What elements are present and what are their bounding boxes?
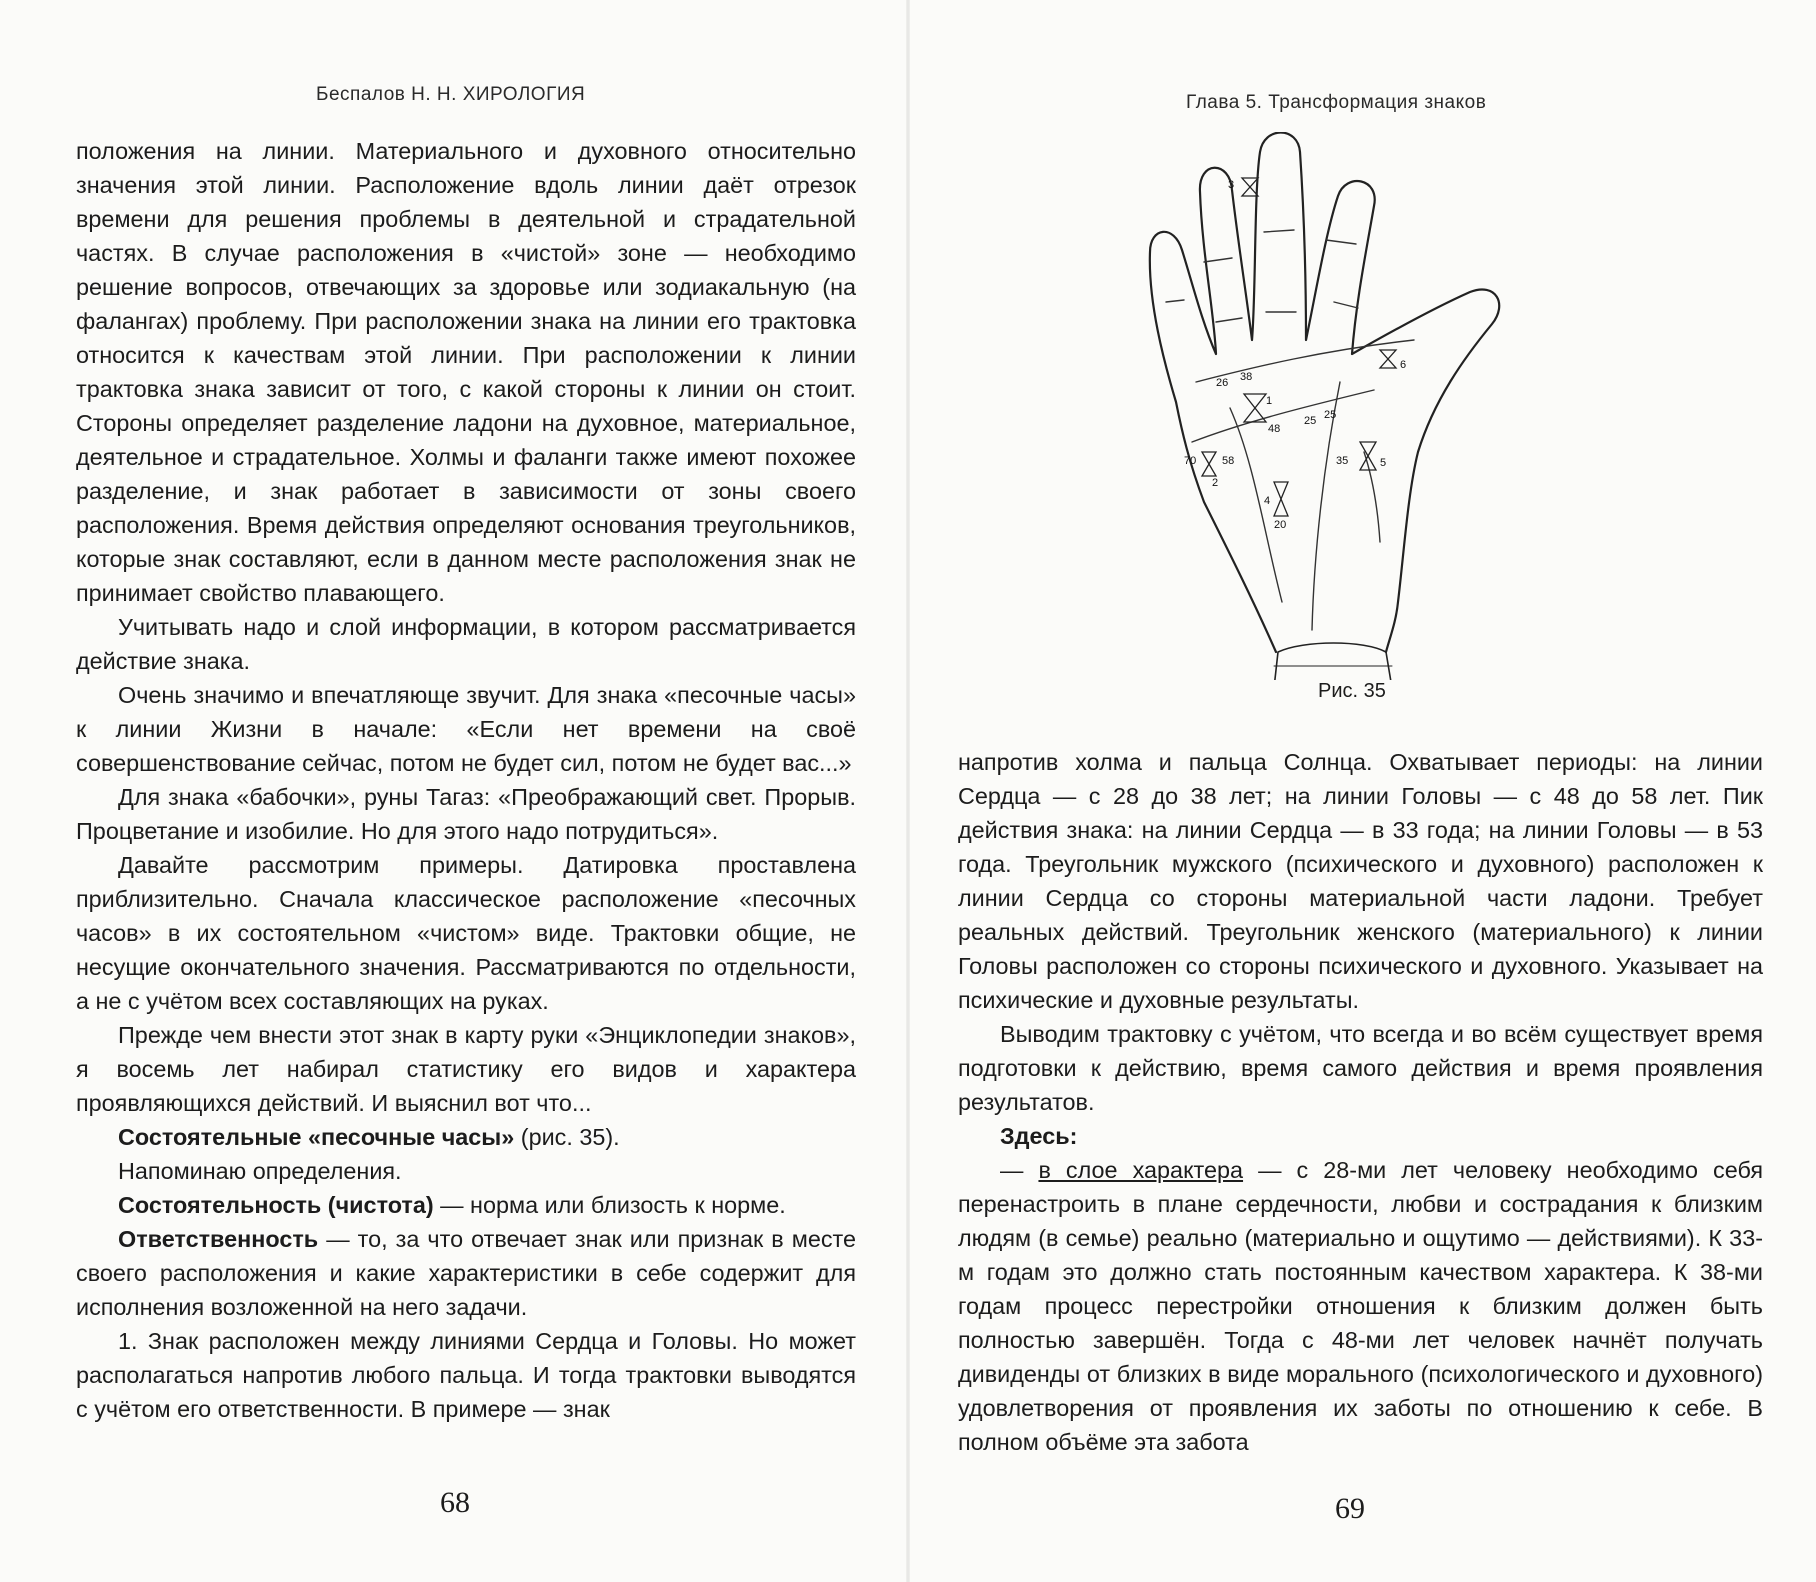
paragraph-text: — то, за что отвечает знак или признак в месте своего расположения и какие характеристики в себе содержит для исполнения возложенной на него задачи. bbox=[76, 1226, 856, 1320]
right-page-body bbox=[958, 745, 1763, 1459]
paragraph bbox=[76, 1120, 856, 1154]
paragraph: Прежде чем внести этот знак в карту руки «Энциклопедии знаков», я восемь лет набирал статистику его видов и характера проявляющихся действий. И выяснил вот что... bbox=[76, 1022, 856, 1116]
finger-crease bbox=[1216, 302, 1358, 322]
paragraph-text: (рис. 35). bbox=[514, 1124, 620, 1150]
paragraph: напротив холма и пальца Солнца. Охватывает периоды: на линии Сердца — с 28 до 38 лет; на линии Головы — с 48 до 58 лет. Пик действия знака: на линии Сердца — в 33 года; на линии Головы — в 53 года. Треугольник мужского (психического и духовного) расположен к линии Сердца со стороны материальной части ладони. Требует реальных действий. Треугольник женского (материального) к линии Головы расположен со стороны психического и духовного. Указывает на психические и духовные результаты. bbox=[958, 749, 1763, 1013]
figure-label: 48 bbox=[1268, 423, 1281, 435]
running-head-right: Глава 5. Трансформация знаков bbox=[1186, 92, 1487, 113]
heart-line bbox=[1196, 340, 1414, 382]
bold-term: Состоятельность (чистота) bbox=[118, 1192, 434, 1218]
wrist-band bbox=[1274, 643, 1392, 680]
hourglass-sign bbox=[1274, 482, 1288, 516]
paragraph: Учитывать надо и слой информации, в котором рассматривается действие знака. bbox=[76, 614, 856, 674]
figure-label: 25 bbox=[1304, 415, 1317, 427]
hourglass-sign bbox=[1244, 394, 1266, 422]
figure-label: 6 bbox=[1400, 359, 1407, 371]
paragraph: положения на линии. Материального и духовного относительно значения этой линии. Расположение вдоль линии даёт отрезок времени для решения проблемы в деятельной и страдательной частях. В случае расположения в «чистой» зоне — необходимо решение вопросов, отвечающих за здоровье или зодиакальную (на фалангах) проблему. При расположении знака на линии его трактовка относится к качествам этой линии. При расположении к линии трактовка знака зависит от того, с какой стороны к линии он стоит. Стороны определяет разделение ладони на духовное, материальное, деятельное и страдательное. Холмы и фаланги также имеют похожее разделение, и знак работает в зависимости от зоны своего расположения. Время действия определяют основания треугольников, которые знак составляют, если в данном месте расположения знак не принимает свойство плавающего. bbox=[76, 138, 856, 606]
paragraph: Для знака «бабочки», руны Тагаз: «Преображающий свет. Прорыв. Процветание и изобилие. Но для этого надо потрудиться». bbox=[76, 784, 856, 844]
running-head-left: Беспалов Н. Н. ХИРОЛОГИЯ bbox=[316, 84, 586, 105]
page-number-left: 68 bbox=[440, 1486, 470, 1519]
bold-term: Состоятельные «песочные часы» bbox=[118, 1124, 515, 1150]
head-line bbox=[1192, 390, 1374, 442]
figure-label: 26 bbox=[1216, 377, 1229, 389]
underlined-term: в слое характера bbox=[1038, 1157, 1244, 1183]
paragraph bbox=[958, 1153, 1763, 1459]
right-page bbox=[908, 0, 1816, 1582]
page-number-right: 69 bbox=[1335, 1492, 1365, 1525]
figure-label: 3 bbox=[1228, 179, 1235, 191]
hourglass-sign bbox=[1202, 452, 1216, 476]
left-page-body bbox=[76, 134, 856, 1426]
figure-label: 70 bbox=[1184, 455, 1197, 467]
figure-label: 58 bbox=[1222, 455, 1235, 467]
palm-figure bbox=[1134, 132, 1534, 680]
dash: — bbox=[1000, 1157, 1039, 1183]
paragraph-text: — норма или близость к норме. bbox=[433, 1192, 786, 1218]
paragraph-text: — с 28-ми лет человеку необходимо себя перенастроить в плане сердечности, любви и сострадания к близким людям (в семье) реально (материально и ощутимо — действиями). К 33-м годам это должно стать постоянным качеством характера. К 38-ми годам процесс перестройки отношения к близким должен быть полностью завершён. Тогда с 48-ми лет человек начнёт получать дивиденды от близких в виде морального (психологического и духовного) удовлетворения от проявления их заботы по отношению к себе. В полном объёме эта забота bbox=[958, 1157, 1764, 1455]
hourglass-sign bbox=[1380, 350, 1396, 368]
minor-line bbox=[1364, 452, 1380, 542]
figure-label: 4 bbox=[1264, 495, 1271, 507]
bold-term: Здесь: bbox=[1000, 1123, 1078, 1149]
paragraph: Напоминаю определения. bbox=[118, 1158, 402, 1184]
figure-label: 2 bbox=[1212, 477, 1219, 489]
hand-outline bbox=[1150, 133, 1499, 653]
paragraph: Давайте рассмотрим примеры. Датировка проставлена приблизительно. Сначала классическое расположение «песочных часов» в их состоятельном «чистом» виде. Трактовки общие, не несущие окончательного значения. Рассматриваются по отдельности, а не с учётом всех составляющих на руках. bbox=[76, 852, 856, 1014]
figure-label: 20 bbox=[1274, 519, 1287, 531]
bold-term: Ответственность bbox=[118, 1226, 319, 1252]
paragraph: 1. Знак расположен между линиями Сердца и Головы. Но может располагаться напротив любого пальца. И тогда трактовки выводятся с учётом его ответственности. В примере — знак bbox=[76, 1328, 856, 1422]
paragraph bbox=[76, 1188, 856, 1222]
paragraph: Выводим трактовку с учётом, что всегда и во всём существует время подготовки к действию, время самого действия и время проявления результатов. bbox=[958, 1021, 1763, 1115]
figure-label: 1 bbox=[1266, 395, 1273, 407]
paragraph bbox=[76, 1222, 856, 1324]
palm-drawing bbox=[1134, 132, 1534, 680]
figure-label: 35 bbox=[1336, 455, 1349, 467]
figure-label: 25 bbox=[1324, 409, 1337, 421]
hourglass-sign bbox=[1242, 178, 1258, 196]
paragraph bbox=[958, 1119, 1763, 1153]
figure-label: 5 bbox=[1380, 457, 1387, 469]
figure-caption: Рис. 35 bbox=[1318, 680, 1386, 702]
paragraph: Очень значимо и впечатляюще звучит. Для знака «песочные часы» к линии Жизни в начале: «Если нет времени на своё совершенствование сейчас, потом не будет сил, потом не будет вас...» bbox=[76, 682, 856, 776]
figure-label: 38 bbox=[1240, 371, 1253, 383]
